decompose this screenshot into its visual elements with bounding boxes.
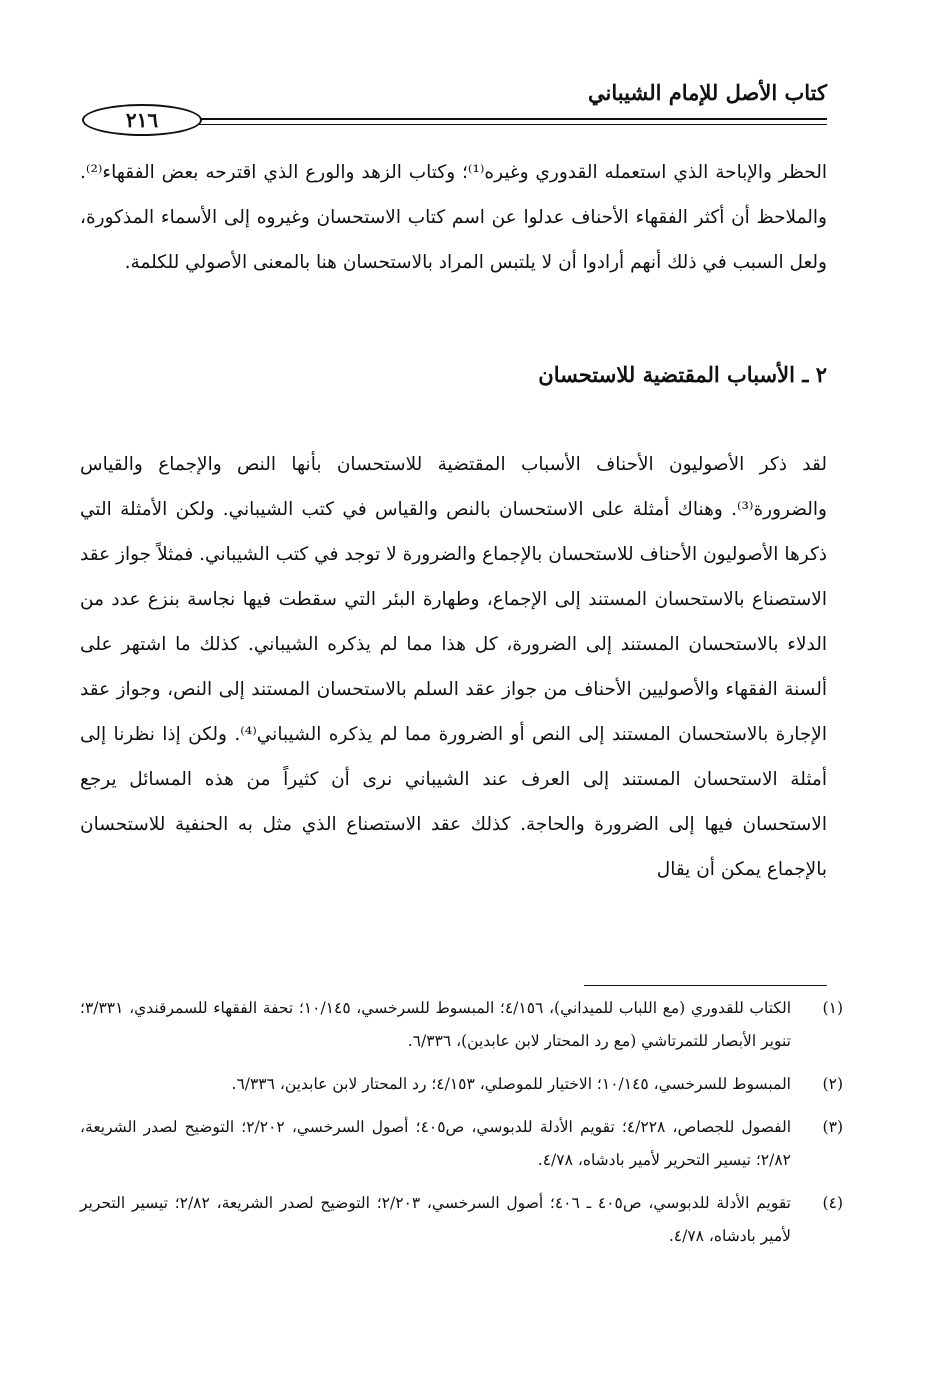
- footnote-text: المبسوط للسرخسي، ١٠/١٤٥؛ الاختيار للموصلي، ٤/١٥٣؛ رد المحتار لابن عابدين، ٦/٣٣٦.: [231, 1075, 791, 1093]
- footnote-4: [80, 1187, 843, 1253]
- section-heading: ٢ ـ الأسباب المقتضية للاستحسان: [538, 362, 827, 387]
- footnote-text: الفصول للجصاص، ٤/٢٢٨؛ تقويم الأدلة للدبوسي، ص٤٠٥؛ أصول السرخسي، ٢/٢٠٢؛ التوضيح لصدر الشريعة، ٢/٨٢؛ تيسير التحرير لأمير بادشاه، ٤/٧٨.: [80, 1118, 792, 1169]
- footnote-separator: [584, 985, 827, 986]
- paragraph-1: الحظر والإباحة الذي استعمله القدوري وغيره⁽¹⁾؛ وكتاب الزهد والورع الذي اقترحه بعض الفقهاء⁽²⁾. والملاحظ أن أكثر الفقهاء الأحناف عدلوا عن اسم كتاب الاستحسان وغيروه إلى الأسماء المذكورة، ولعل السبب في ذلك أنهم أرادوا أن لا يلتبس المراد بالاستحسان هنا بالمعنى الأصولي للكلمة.: [80, 162, 827, 273]
- footnote-2: [80, 1068, 843, 1101]
- footnote-text: تقويم الأدلة للدبوسي، ص٤٠٥ ـ ٤٠٦؛ أصول السرخسي، ٢/٢٠٣؛ التوضيح لصدر الشريعة، ٢/٨٢؛ تيسير التحرير لأمير بادشاه، ٤/٧٨.: [80, 1194, 791, 1245]
- running-header-title: كتاب الأصل للإمام الشيباني: [588, 80, 827, 105]
- paragraph-2: لقد ذكر الأصوليون الأحناف الأسباب المقتضية للاستحسان بأنها النص والإجماع والقياس والضرورة⁽³⁾. وهناك أمثلة على الاستحسان بالنص والقياس في كتب الشيباني. ولكن الأمثلة التي ذكرها الأصوليون الأحناف للاستحسان بالإجماع والضرورة لا توجد في كتب الشيباني. فمثلاً جواز عقد الاستصناع بالاستحسان المستند إلى الإجماع، وطهارة البئر التي سقطت فيها نجاسة بنزع عدد من الدلاء بالاستحسان المستند إلى الضرورة، كل هذا مما لم يذكره الشيباني. كذلك ما اشتهر على ألسنة الفقهاء والأصوليين الأحناف من جواز عقد السلم بالاستحسان المستند إلى النص، وجواز عقد الإجارة بالاستحسان المستند إلى النص أو الضرورة مما لم يذكره الشيباني⁽⁴⁾. ولكن إذا نظرنا إلى أمثلة الاستحسان المستند إلى العرف عند الشيباني نرى أن كثيراً من هذه المسائل يرجع الاستحسان فيها إلى الضرورة والحاجة. كذلك عقد الاستصناع الذي مثل به الحنفية للاستحسان بالإجماع يمكن أن يقال: [80, 454, 827, 880]
- footnote-mark: (١): [822, 999, 843, 1017]
- footnote-text: الكتاب للقدوري (مع اللباب للميداني)، ٤/١٥٦؛ المبسوط للسرخسي، ١٠/١٤٥؛ تحفة الفقهاء للسمرقندي، ٣/٣٣١؛ تنوير الأبصار للتمرتاشي (مع رد المحتار لابن عابدين)، ٦/٣٣٦.: [80, 999, 791, 1050]
- footnote-mark: (٣): [822, 1118, 843, 1136]
- footnotes: [80, 992, 843, 1263]
- footnote-3: [80, 1111, 843, 1177]
- footnote-mark: (٤): [822, 1194, 843, 1212]
- page-number: ٢١٦: [82, 104, 202, 136]
- footnote-mark: (٢): [822, 1075, 843, 1093]
- footnote-1: [80, 992, 843, 1058]
